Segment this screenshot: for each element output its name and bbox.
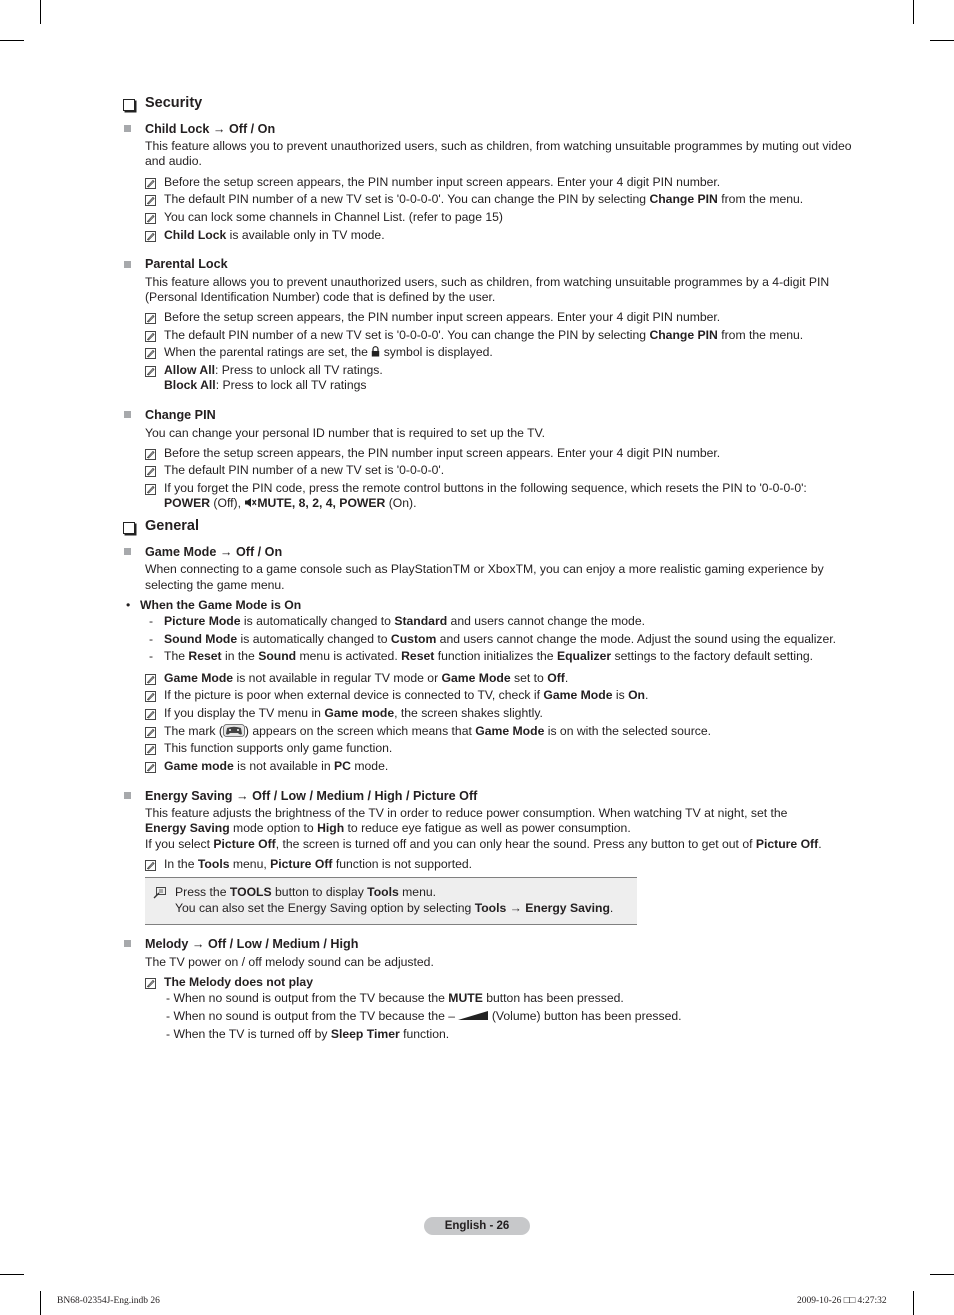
note-text: You can lock some channels in Channel List. (refer to page 15): [164, 210, 503, 224]
note-text: The mark ( ) appears on the screen which means that Game Mode is on with the selected source.: [164, 724, 712, 738]
note-text: Before the setup screen appears, the PIN number input screen appears. Enter your 4 digit PIN number.: [164, 175, 721, 189]
section-checkbox-icon: [123, 99, 135, 111]
note-text: In the Tools menu, Picture Off function is not supported.: [164, 857, 473, 871]
crop-mark: [0, 40, 24, 41]
parental-lock-heading: Parental Lock: [145, 257, 228, 271]
note-text: The default PIN number of a new TV set is '0-0-0-0'. You can change the PIN by selecting Change PIN from the menu.: [164, 192, 804, 206]
game-mode-desc: When connecting to a game console such as PlayStationTM or XboxTM, you can enjoy a more realistic gaming experience by: [145, 562, 824, 576]
section-title-security: Security: [145, 95, 203, 111]
note-text: This function supports only game function.: [164, 741, 393, 755]
melody-sub-item: - When no sound is output from the TV because the MUTE button has been pressed.: [166, 991, 624, 1005]
square-bullet-icon: [124, 792, 131, 799]
note-icon: [145, 727, 156, 738]
note-icon: [145, 674, 156, 685]
note-text: When the parental ratings are set, the symbol is displayed.: [164, 345, 493, 359]
square-bullet-icon: [124, 261, 131, 268]
square-bullet-icon: [124, 940, 131, 947]
page-number-badge: English - 26: [424, 1217, 530, 1235]
note-icon: [145, 978, 156, 989]
parental-lock-desc: This feature allows you to prevent unauthorized users, such as children, from watching unsuitable programmes by a 4-digit PIN: [145, 275, 830, 289]
gamepad-icon: [223, 724, 245, 737]
note-icon: [145, 348, 156, 359]
note-text: Block All: Press to lock all TV ratings: [164, 378, 367, 392]
square-bullet-icon: [124, 411, 131, 418]
note-icon: [145, 366, 156, 377]
dash-bullet: -: [149, 649, 154, 663]
section-title-general: General: [145, 518, 199, 534]
note-text: Game Mode is not available in regular TV mode or Game Mode set to Off.: [164, 671, 569, 685]
note-icon: [145, 331, 156, 342]
game-mode-on-heading: When the Game Mode is On: [140, 598, 302, 612]
note-text: If the picture is poor when external device is connected to TV, check if Game Mode is On.: [164, 688, 649, 702]
footer-date-info: 2009-10-26 □□ 4:27:32: [797, 1296, 887, 1306]
dash-bullet: -: [149, 614, 154, 628]
melody-sub-item: - When no sound is output from the TV because the – (Volume) button has been pressed.: [166, 1009, 682, 1023]
crop-mark: [930, 1274, 954, 1275]
square-bullet-icon: [124, 125, 131, 132]
dash-item: Sound Mode is automatically changed to Custom and users cannot change the mode. Adjust the sound using the equalizer.: [164, 632, 837, 646]
note-text: The Melody does not play: [164, 975, 313, 989]
parental-lock-desc: (Personal Identification Number) code that is defined by the user.: [145, 290, 496, 304]
tools-tip-text: You can also set the Energy Saving option by selecting Tools → Energy Saving.: [175, 901, 614, 915]
game-mode-heading: Game Mode → Off / On: [145, 545, 283, 559]
mute-icon: [244, 497, 257, 508]
note-icon: [145, 860, 156, 871]
section-checkbox-icon: [123, 522, 135, 534]
note-icon: [145, 231, 156, 242]
note-text: Game mode is not available in PC mode.: [164, 759, 389, 773]
child-lock-desc: and audio.: [145, 154, 202, 168]
lock-icon: [371, 346, 380, 357]
crop-mark: [0, 1274, 24, 1275]
note-text: The default PIN number of a new TV set is '0-0-0-0'. You can change the PIN by selecting Change PIN from the menu.: [164, 328, 804, 342]
bullet-dot: •: [126, 598, 131, 612]
square-bullet-icon: [124, 548, 131, 555]
note-icon: [145, 178, 156, 189]
footer-file-info: BN68-02354J-Eng.indb 26: [57, 1296, 160, 1306]
note-text: Before the setup screen appears, the PIN number input screen appears. Enter your 4 digit PIN number.: [164, 446, 721, 460]
note-icon: [145, 691, 156, 702]
note-icon: [145, 449, 156, 460]
note-icon: [145, 762, 156, 773]
note-text: Child Lock is available only in TV mode.: [164, 228, 385, 242]
tools-icon: [153, 887, 166, 899]
note-text: Before the setup screen appears, the PIN number input screen appears. Enter your 4 digit PIN number.: [164, 310, 721, 324]
melody-sub-item: - When the TV is turned off by Sleep Timer function.: [166, 1027, 450, 1041]
note-text: If you forget the PIN code, press the remote control buttons in the following sequence, which resets the PIN to '0-0-0-0':: [164, 481, 807, 495]
crop-mark: [913, 1291, 914, 1315]
note-icon: [145, 484, 156, 495]
dash-item: Picture Mode is automatically changed to Standard and users cannot change the mode.: [164, 614, 646, 628]
note-icon: [145, 744, 156, 755]
crop-mark: [913, 0, 914, 24]
energy-saving-desc: This feature adjusts the brightness of the TV in order to reduce power consumption. When watching TV at night, set the: [145, 806, 788, 820]
tools-tip-text: Press the TOOLS button to display Tools menu.: [175, 885, 437, 899]
note-text: If you display the TV menu in Game mode, the screen shakes slightly.: [164, 706, 543, 720]
note-icon: [145, 195, 156, 206]
crop-mark: [930, 40, 954, 41]
note-text: POWER (Off), MUTE, 8, 2, 4, POWER (On).: [164, 496, 417, 510]
dash-bullet: -: [149, 632, 154, 646]
note-icon: [145, 313, 156, 324]
energy-saving-heading: Energy Saving → Off / Low / Medium / High / Picture Off: [145, 789, 478, 803]
game-mode-desc: selecting the game menu.: [145, 578, 285, 592]
crop-mark: [40, 1291, 41, 1315]
dash-item: The Reset in the Sound menu is activated. Reset function initializes the Equalizer settings to the factory default setting.: [164, 649, 814, 663]
energy-saving-desc: Energy Saving mode option to High to reduce eye fatigue as well as power consumption.: [145, 821, 631, 835]
melody-desc: The TV power on / off melody sound can be adjusted.: [145, 955, 434, 969]
volume-icon: [458, 1010, 488, 1021]
note-text: Allow All: Press to unlock all TV ratings.: [164, 363, 383, 377]
note-icon: [145, 709, 156, 720]
change-pin-desc: You can change your personal ID number that is required to set up the TV.: [145, 426, 545, 440]
change-pin-heading: Change PIN: [145, 408, 216, 422]
energy-saving-desc: If you select Picture Off, the screen is turned off and you can only hear the sound. Press any button to get out of Picture Off.: [145, 837, 822, 851]
child-lock-desc: This feature allows you to prevent unauthorized users, such as children, from watching unsuitable programmes by muting out video: [145, 139, 852, 153]
child-lock-heading: Child Lock → Off / On: [145, 122, 276, 136]
note-icon: [145, 466, 156, 477]
note-icon: [145, 213, 156, 224]
crop-mark: [40, 0, 41, 24]
note-text: The default PIN number of a new TV set is '0-0-0-0'.: [164, 463, 445, 477]
melody-heading: Melody → Off / Low / Medium / High: [145, 937, 359, 951]
